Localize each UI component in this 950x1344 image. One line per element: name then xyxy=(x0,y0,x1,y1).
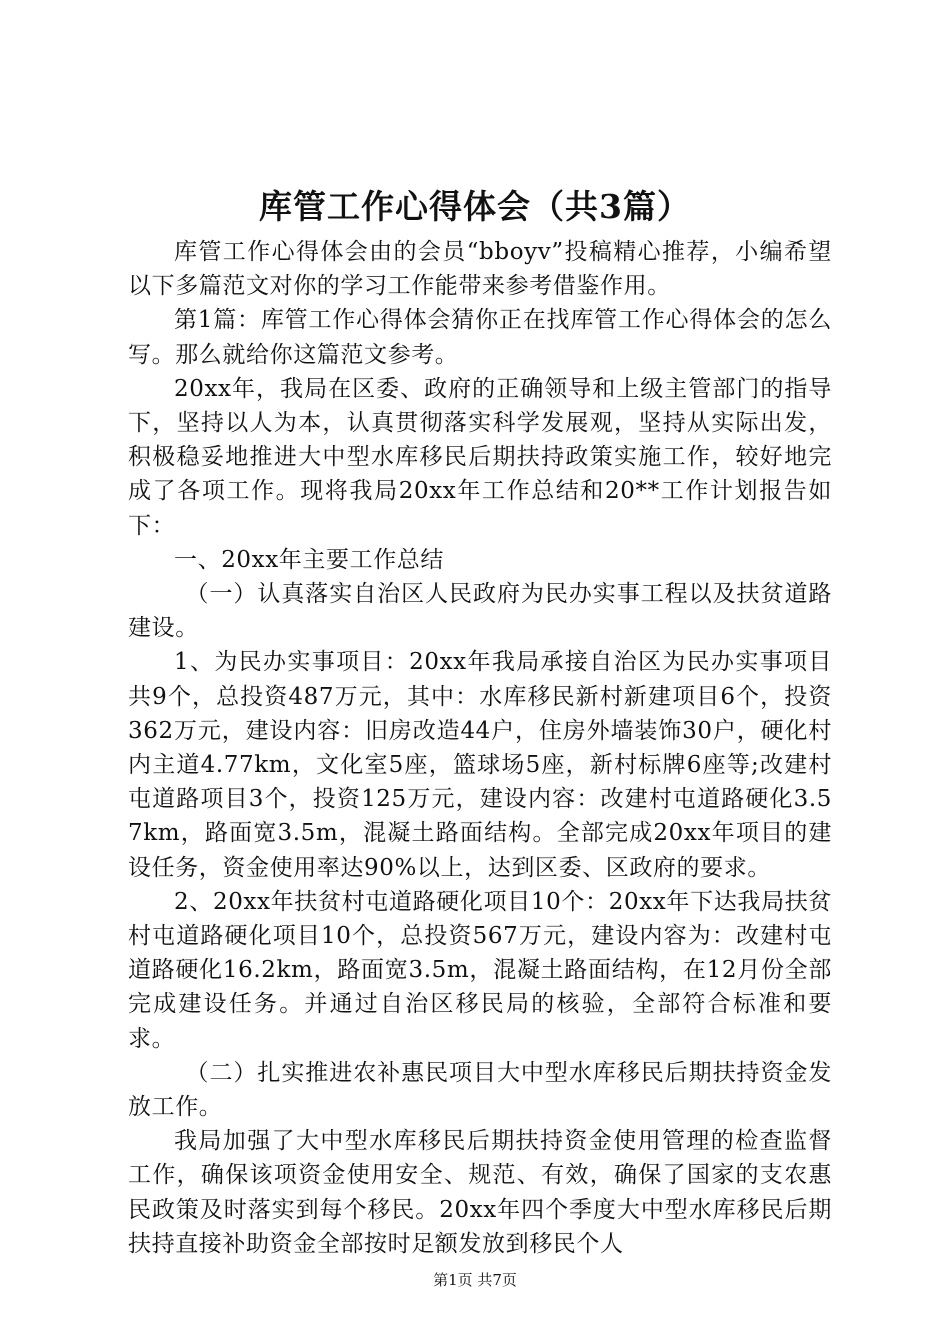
section-heading: 一、20xx年主要工作总结 xyxy=(174,546,445,573)
subsection-heading: （一）认真落实自治区人民政府为民办实事工程以及扶贫道路建设。 xyxy=(128,581,832,642)
paragraph-overview: 20xx年，我局在区委、政府的正确领导和上级主管部门的指导下，坚持以人为本，认真贯彻落实科学发展观，坚持从实际出发，积极稳妥地推进大中型水库移民后期扶持政策实施工作，较好地完成了各项工作。现将我局20xx年工作总结和20**工作计划报告如下： xyxy=(128,375,832,539)
document-body xyxy=(128,235,832,1261)
page-indicator: 第1页 共7页 xyxy=(433,1271,517,1289)
document-title: 库管工作心得体会（共3篇） xyxy=(259,187,691,226)
paragraph-article-heading: 第1篇：库管工作心得体会猜你正在找库管工作心得体会的怎么写。那么就给你这篇范文参考。 xyxy=(128,307,832,368)
paragraph-item: 1、为民办实事项目：20xx年我局承接自治区为民办实事项目共9个，总投资487万元，其中：水库移民新村新建项目6个，投资362万元，建设内容：旧房改造44户，住房外墙装饰30户，硬化村内主道4.77km，文化室5座，篮球场5座，新村标牌6座等;改建村屯道路项目3个，投资125万元，建设内容：改建村屯道路硬化3.57km，路面宽3.5m，混凝土路面结构。全部完成20xx年项目的建设任务，资金使用率达90%以上，达到区委、区政府的要求。 xyxy=(128,649,832,881)
paragraph-body: 我局加强了大中型水库移民后期扶持资金使用管理的检查监督工作，确保该项资金使用安全、规范、有效，确保了国家的支农惠民政策及时落实到每个移民。20xx年四个季度大中型水库移民后期扶持直接补助资金全部按时足额发放到移民个人 xyxy=(128,1128,832,1257)
subsection-heading: （二）扎实推进农补惠民项目大中型水库移民后期扶持资金发放工作。 xyxy=(128,1059,832,1121)
paragraph-item: 2、20xx年扶贫村屯道路硬化项目10个：20xx年下达我局扶贫村屯道路硬化项目10个，总投资567万元，建设内容为：改建村屯道路硬化16.2km，路面宽3.5m，混凝土路面结构，在12月份全部完成建设任务。并通过自治区移民局的核验，全部符合标准和要求。 xyxy=(128,888,832,1052)
paragraph-intro: 库管工作心得体会由的会员“bboyv”投稿精心推荐，小编希望以下多篇范文对你的学习工作能带来参考借鉴作用。 xyxy=(128,239,832,300)
